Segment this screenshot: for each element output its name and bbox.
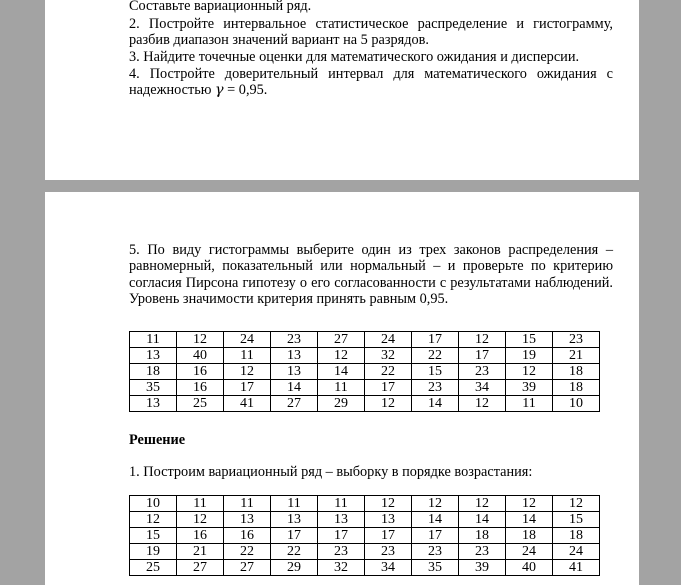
table-cell: 23 bbox=[318, 544, 365, 560]
table-cell: 19 bbox=[506, 348, 553, 364]
table-cell: 17 bbox=[224, 380, 271, 396]
table-cell: 23 bbox=[459, 544, 506, 560]
table-cell: 11 bbox=[224, 496, 271, 512]
table-row bbox=[130, 528, 600, 544]
table-cell: 11 bbox=[271, 496, 318, 512]
table-cell: 21 bbox=[177, 544, 224, 560]
table-cell: 19 bbox=[130, 544, 177, 560]
table-cell: 35 bbox=[130, 380, 177, 396]
table-cell: 15 bbox=[130, 528, 177, 544]
document-page-1 bbox=[45, 0, 639, 180]
table-cell: 13 bbox=[318, 512, 365, 528]
table-cell: 24 bbox=[224, 332, 271, 348]
table-cell: 34 bbox=[365, 560, 412, 576]
table-cell: 14 bbox=[506, 512, 553, 528]
table-cell: 18 bbox=[553, 528, 600, 544]
table-cell: 13 bbox=[271, 348, 318, 364]
table-cell: 17 bbox=[318, 528, 365, 544]
table-cell: 12 bbox=[506, 496, 553, 512]
table-cell: 17 bbox=[365, 528, 412, 544]
table-cell: 25 bbox=[130, 560, 177, 576]
table-cell: 25 bbox=[177, 396, 224, 412]
table-cell: 13 bbox=[130, 348, 177, 364]
table-cell: 18 bbox=[553, 380, 600, 396]
table-cell: 40 bbox=[177, 348, 224, 364]
table-cell: 12 bbox=[365, 496, 412, 512]
table-cell: 12 bbox=[506, 364, 553, 380]
table-cell: 14 bbox=[271, 380, 318, 396]
table-cell: 22 bbox=[365, 364, 412, 380]
table-row bbox=[130, 396, 600, 412]
table-cell: 32 bbox=[365, 348, 412, 364]
task-item-5: 5. По виду гистограммы выберите один из трех законов распределения – равномерный, показательный или нормальный – и проверьте по критерию согласия Пирсона гипотезу о его согласованности с результатами наблюдений. Уровень значимости критерия принять равным 0,95. bbox=[129, 242, 613, 308]
table-cell: 10 bbox=[130, 496, 177, 512]
table-cell: 29 bbox=[271, 560, 318, 576]
table-row bbox=[130, 496, 600, 512]
table-cell: 14 bbox=[459, 512, 506, 528]
table-cell: 17 bbox=[412, 528, 459, 544]
table-cell: 22 bbox=[412, 348, 459, 364]
table-row bbox=[130, 544, 600, 560]
table-cell: 21 bbox=[553, 348, 600, 364]
table-cell: 12 bbox=[365, 396, 412, 412]
task-item-4 bbox=[129, 66, 613, 99]
table-cell: 10 bbox=[553, 396, 600, 412]
table-cell: 35 bbox=[412, 560, 459, 576]
table-cell: 12 bbox=[553, 496, 600, 512]
table-cell: 27 bbox=[318, 332, 365, 348]
table-cell: 23 bbox=[412, 380, 459, 396]
table-cell: 41 bbox=[224, 396, 271, 412]
table-cell: 27 bbox=[224, 560, 271, 576]
table-cell: 18 bbox=[506, 528, 553, 544]
table-cell: 11 bbox=[318, 380, 365, 396]
table-row bbox=[130, 512, 600, 528]
table-cell: 16 bbox=[177, 364, 224, 380]
table-cell: 40 bbox=[506, 560, 553, 576]
table-cell: 23 bbox=[412, 544, 459, 560]
table-cell: 18 bbox=[459, 528, 506, 544]
table-cell: 11 bbox=[318, 496, 365, 512]
table-cell: 11 bbox=[177, 496, 224, 512]
table-cell: 17 bbox=[365, 380, 412, 396]
table-cell: 15 bbox=[506, 332, 553, 348]
table-row bbox=[130, 364, 600, 380]
table-cell: 12 bbox=[130, 512, 177, 528]
table-cell: 16 bbox=[224, 528, 271, 544]
table-cell: 12 bbox=[412, 496, 459, 512]
table-row bbox=[130, 380, 600, 396]
table-cell: 13 bbox=[224, 512, 271, 528]
table-cell: 39 bbox=[506, 380, 553, 396]
table-cell: 11 bbox=[506, 396, 553, 412]
table-cell: 14 bbox=[412, 512, 459, 528]
table-cell: 16 bbox=[177, 380, 224, 396]
gamma-symbol: γ bbox=[215, 82, 224, 99]
table-cell: 23 bbox=[271, 332, 318, 348]
table-cell: 13 bbox=[130, 396, 177, 412]
variation-series-table bbox=[129, 495, 600, 576]
table-cell: 41 bbox=[553, 560, 600, 576]
table-cell: 34 bbox=[459, 380, 506, 396]
intro-line: Составьте вариационный ряд. bbox=[129, 0, 312, 14]
table-cell: 11 bbox=[224, 348, 271, 364]
table-cell: 23 bbox=[553, 332, 600, 348]
table-cell: 24 bbox=[365, 332, 412, 348]
task-item-4-text: 4. Постройте доверительный интервал для математического ожидания с надежностью bbox=[129, 66, 613, 99]
table-cell: 27 bbox=[271, 396, 318, 412]
table-cell: 17 bbox=[412, 332, 459, 348]
table-cell: 11 bbox=[130, 332, 177, 348]
solution-step-1: 1. Построим вариационный ряд – выборку в порядке возрастания: bbox=[129, 464, 533, 480]
table-cell: 15 bbox=[553, 512, 600, 528]
table-cell: 24 bbox=[506, 544, 553, 560]
table-cell: 12 bbox=[224, 364, 271, 380]
table-cell: 15 bbox=[412, 364, 459, 380]
table-cell: 17 bbox=[459, 348, 506, 364]
table-cell: 23 bbox=[365, 544, 412, 560]
table-cell: 12 bbox=[459, 396, 506, 412]
table-cell: 12 bbox=[177, 332, 224, 348]
table-cell: 14 bbox=[412, 396, 459, 412]
observation-data-table bbox=[129, 331, 600, 412]
task-item-3: 3. Найдите точечные оценки для математического ожидания и дисперсии. bbox=[129, 49, 580, 65]
table-cell: 13 bbox=[271, 512, 318, 528]
table-cell: 24 bbox=[553, 544, 600, 560]
table-cell: 27 bbox=[177, 560, 224, 576]
table-cell: 17 bbox=[271, 528, 318, 544]
table-cell: 13 bbox=[271, 364, 318, 380]
document-page-2 bbox=[45, 192, 639, 585]
task-item-4-value: = 0,95. bbox=[223, 82, 268, 99]
table-cell: 32 bbox=[318, 560, 365, 576]
table-cell: 29 bbox=[318, 396, 365, 412]
table-cell: 39 bbox=[459, 560, 506, 576]
table-cell: 16 bbox=[177, 528, 224, 544]
table-cell: 12 bbox=[318, 348, 365, 364]
table-cell: 22 bbox=[271, 544, 318, 560]
table-cell: 12 bbox=[177, 512, 224, 528]
table-cell: 12 bbox=[459, 332, 506, 348]
table-cell: 13 bbox=[365, 512, 412, 528]
table-row bbox=[130, 560, 600, 576]
table-cell: 18 bbox=[553, 364, 600, 380]
solution-heading: Решение bbox=[129, 432, 186, 448]
table-cell: 23 bbox=[459, 364, 506, 380]
table-cell: 12 bbox=[459, 496, 506, 512]
task-item-2: 2. Постройте интервальное статистическое распределение и гистограмму, разбив диапазон значений вариант на 5 разрядов. bbox=[129, 16, 613, 49]
table-row bbox=[130, 348, 600, 364]
table-cell: 14 bbox=[318, 364, 365, 380]
table-cell: 18 bbox=[130, 364, 177, 380]
table-row bbox=[130, 332, 600, 348]
table-cell: 22 bbox=[224, 544, 271, 560]
